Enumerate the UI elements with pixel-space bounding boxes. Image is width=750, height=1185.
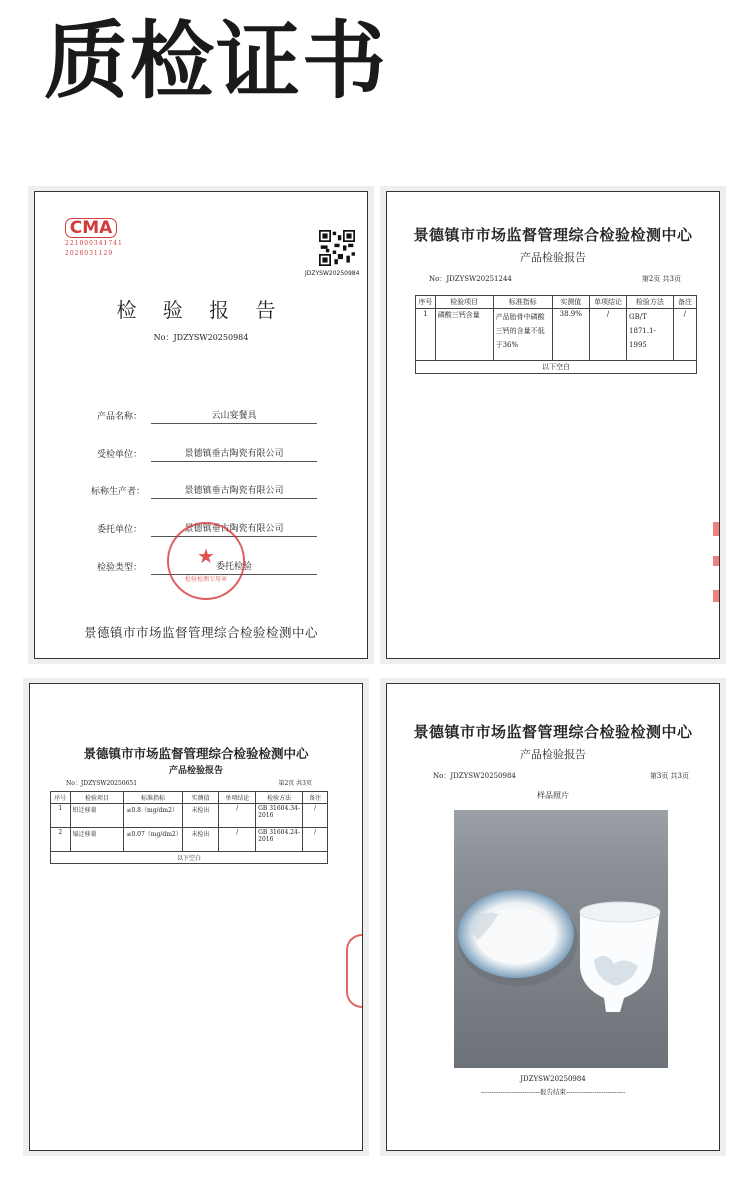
field-value-inspected-unit: 景德镇垂古陶瓷有限公司 — [151, 446, 317, 462]
col-header: 备注 — [303, 792, 328, 804]
table-cell: ≤0.07（mg/dm2） — [124, 828, 182, 852]
col-header: 备注 — [673, 296, 696, 309]
field-value-client: 景德镇垂古陶瓷有限公司 — [151, 521, 317, 537]
report3-number: No：JDZYSW20250651 — [66, 780, 138, 787]
page-title: 质检证书 — [44, 12, 389, 110]
photo-caption: 样品照片 — [537, 791, 569, 800]
field-label-client: 委托单位： — [97, 525, 143, 535]
qr-code-number: JDZYSW20250984 — [305, 270, 360, 277]
report3-org: 景德镇市市场监督管理综合检验检测中心 — [83, 746, 309, 761]
col-header: 标准指标 — [124, 792, 182, 804]
field-label-product: 产品名称： — [97, 412, 143, 422]
table-cell: 磷酸三钙含量 — [435, 309, 493, 361]
report3-subtitle: 产品检验报告 — [168, 766, 223, 776]
table-cell: 镉迁移量 — [70, 828, 124, 852]
table-cell: GB/T 1871.1-1995 — [627, 309, 674, 361]
table-blank-note: 以下空白 — [416, 361, 697, 374]
table-cell: 铅迁移量 — [70, 804, 124, 828]
report-page2 — [386, 191, 720, 659]
col-header: 检验方法 — [627, 296, 674, 309]
report2-org: 景德镇市市场监督管理综合检验检测中心 — [413, 226, 693, 244]
table-header-row — [416, 296, 697, 309]
table-cell: 产品胎骨中磷酸三钙的含量不低于36% — [493, 309, 552, 361]
cma-mark — [65, 218, 139, 258]
col-header: 单项结论 — [219, 792, 256, 804]
report-title: 检 验 报 告 — [116, 298, 286, 322]
report2-table — [415, 295, 697, 374]
partial-seal-icon — [713, 522, 719, 632]
report-footer-org: 景德镇市市场监督管理综合检验检测中心 — [83, 625, 318, 640]
table-cell: / — [219, 804, 256, 828]
report-page3 — [386, 683, 720, 1151]
report3-table — [50, 791, 328, 864]
report-cover-page — [34, 191, 368, 659]
table-cell: / — [303, 828, 328, 852]
col-header: 检验项目 — [435, 296, 493, 309]
table-row — [416, 361, 697, 374]
table-cell: GB 31604.24-2016 — [256, 828, 303, 852]
header-banner — [0, 0, 750, 120]
table-cell: 2 — [51, 828, 71, 852]
seal-text: 检验检测专用章 — [184, 576, 227, 583]
official-seal-icon: ★ 检验检测专用章 — [167, 522, 245, 600]
report4-subtitle: 产品检验报告 — [520, 748, 586, 761]
table-cell: / — [303, 804, 328, 828]
field-label-producer: 标称生产者： — [91, 487, 146, 497]
table-cell: / — [589, 309, 626, 361]
table-cell: / — [219, 828, 256, 852]
col-header: 实测值 — [552, 296, 589, 309]
report4-number: No：JDZYSW20250984 — [433, 772, 516, 780]
partial-seal-icon — [346, 934, 362, 1008]
table-blank-note: 以下空白 — [51, 852, 328, 864]
col-header: 检验方法 — [256, 792, 303, 804]
report2-number: No：JDZYSW20251244 — [429, 275, 512, 283]
field-value-type: 委托检验 — [151, 559, 317, 575]
sample-photo — [454, 810, 668, 1068]
table-cell: 38.9% — [552, 309, 589, 361]
table-cell: / — [673, 309, 696, 361]
table-cell: 1 — [416, 309, 436, 361]
col-header: 单项结论 — [589, 296, 626, 309]
report4-page: 第3页 共3页 — [649, 772, 689, 780]
report3-page: 第2页 共3页 — [278, 780, 312, 787]
table-header-row — [51, 792, 328, 804]
field-label-type: 检验类型： — [97, 563, 143, 573]
table-cell: GB 31604.34-2016 — [256, 804, 303, 828]
field-value-product: 云山宴餐具 — [151, 408, 317, 424]
report-number: No：JDZYSW20250984 — [153, 333, 249, 342]
col-header: 实测值 — [182, 792, 219, 804]
tableware-photo-icon — [454, 810, 668, 1068]
table-row — [416, 309, 697, 361]
field-label-inspected-unit: 受检单位： — [97, 450, 143, 460]
report2-page: 第2页 共3页 — [641, 275, 681, 283]
table-cell: 1 — [51, 804, 71, 828]
report-end: ---------------------------报告结束--------------------------- — [480, 1088, 626, 1096]
qr-code-icon — [319, 230, 355, 266]
table-cell: 未检出 — [182, 828, 219, 852]
report2-subtitle: 产品检验报告 — [520, 251, 586, 264]
report-page2b — [29, 683, 363, 1151]
report4-org: 景德镇市市场监督管理综合检验检测中心 — [413, 723, 693, 741]
cma-number-2: 2028031129 — [65, 250, 114, 257]
photo-number: JDZYSW20250984 — [520, 1075, 586, 1083]
col-header: 检验项目 — [70, 792, 124, 804]
table-cell: ≤0.8（mg/dm2） — [124, 804, 182, 828]
table-cell: 未检出 — [182, 804, 219, 828]
cma-number-1: 221000341741 — [65, 240, 123, 247]
col-header: 序号 — [416, 296, 436, 309]
cma-logo-icon: CMA — [65, 218, 117, 238]
col-header: 序号 — [51, 792, 71, 804]
table-row — [51, 852, 328, 864]
table-row — [51, 804, 328, 828]
field-value-producer: 景德镇垂古陶瓷有限公司 — [151, 483, 317, 499]
col-header: 标准指标 — [493, 296, 552, 309]
table-row — [51, 828, 328, 852]
